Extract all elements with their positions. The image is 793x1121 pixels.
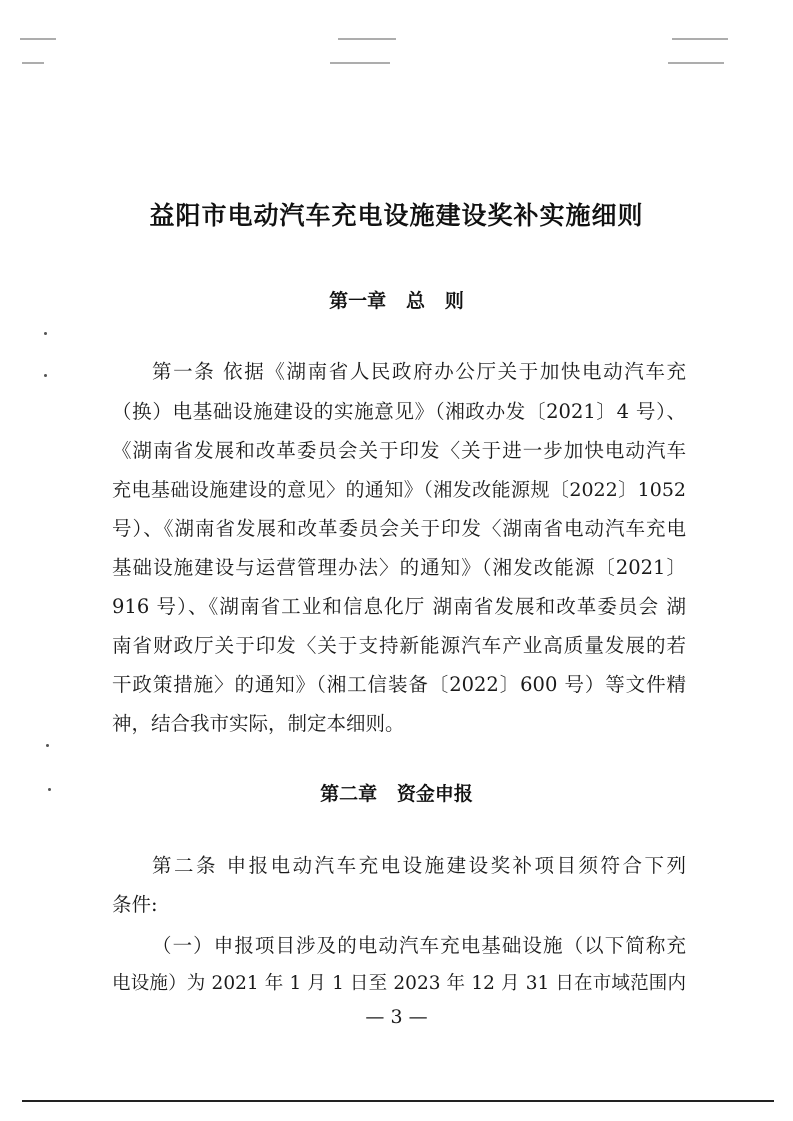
paragraph-line: 号）、《湖南省发展和改革委员会关于印发〈湖南省电动汽车充电 — [112, 517, 686, 540]
paragraph-line: （一）申报项目涉及的电动汽车充电基础设施（以下简称充 — [152, 934, 686, 957]
chapter-heading: 第二章 资金申报 — [320, 783, 473, 805]
paragraph-line: 基础设施建设与运营管理办法〉的通知》（湘发改能源〔2021〕 — [112, 556, 686, 579]
scan-mark — [22, 62, 44, 64]
scan-mark — [20, 38, 56, 40]
paragraph-line: 第二条 申报电动汽车充电设施建设奖补项目须符合下列 — [152, 854, 686, 877]
page-number: — 3 — — [365, 1006, 428, 1028]
paragraph-line: 《湖南省发展和改革委员会关于印发〈关于进一步加快电动汽车 — [112, 439, 686, 462]
scan-mark — [672, 38, 728, 40]
scan-speck — [44, 374, 47, 377]
paragraph-line: （换）电基础设施建设的实施意见》（湘政办发〔2021〕4 号）、 — [112, 400, 686, 423]
paragraph-line: 神，结合我市实际，制定本细则。 — [112, 712, 405, 735]
paragraph-line: 电设施）为 2021 年 1 月 1 日至 2023 年 12 月 31 日在市域范围内 — [112, 973, 686, 994]
chapter-heading: 第一章 总 则 — [329, 290, 464, 312]
paragraph-line: 干政策措施〉的通知》（湘工信装备〔2022〕600 号）等文件精 — [112, 673, 686, 696]
paragraph-line: 第一条 依据《湖南省人民政府办公厅关于加快电动汽车充 — [152, 360, 686, 383]
scan-mark — [338, 38, 396, 40]
paragraph-line: 916 号）、《湖南省工业和信息化厅 湖南省发展和改革委员会 湖 — [112, 595, 686, 618]
paragraph-line: 条件: — [112, 893, 158, 916]
document-title: 益阳市电动汽车充电设施建设奖补实施细则 — [149, 201, 644, 230]
scan-speck — [46, 744, 49, 747]
scan-mark — [668, 62, 724, 64]
paragraph-line: 南省财政厅关于印发〈关于支持新能源汽车产业高质量发展的若 — [112, 634, 686, 657]
scan-mark — [330, 62, 390, 64]
paragraph-line: 充电基础设施建设的意见〉的通知》（湘发改能源规〔2022〕1052 — [112, 479, 686, 501]
scan-speck — [44, 332, 47, 335]
bottom-rule — [22, 1100, 774, 1102]
